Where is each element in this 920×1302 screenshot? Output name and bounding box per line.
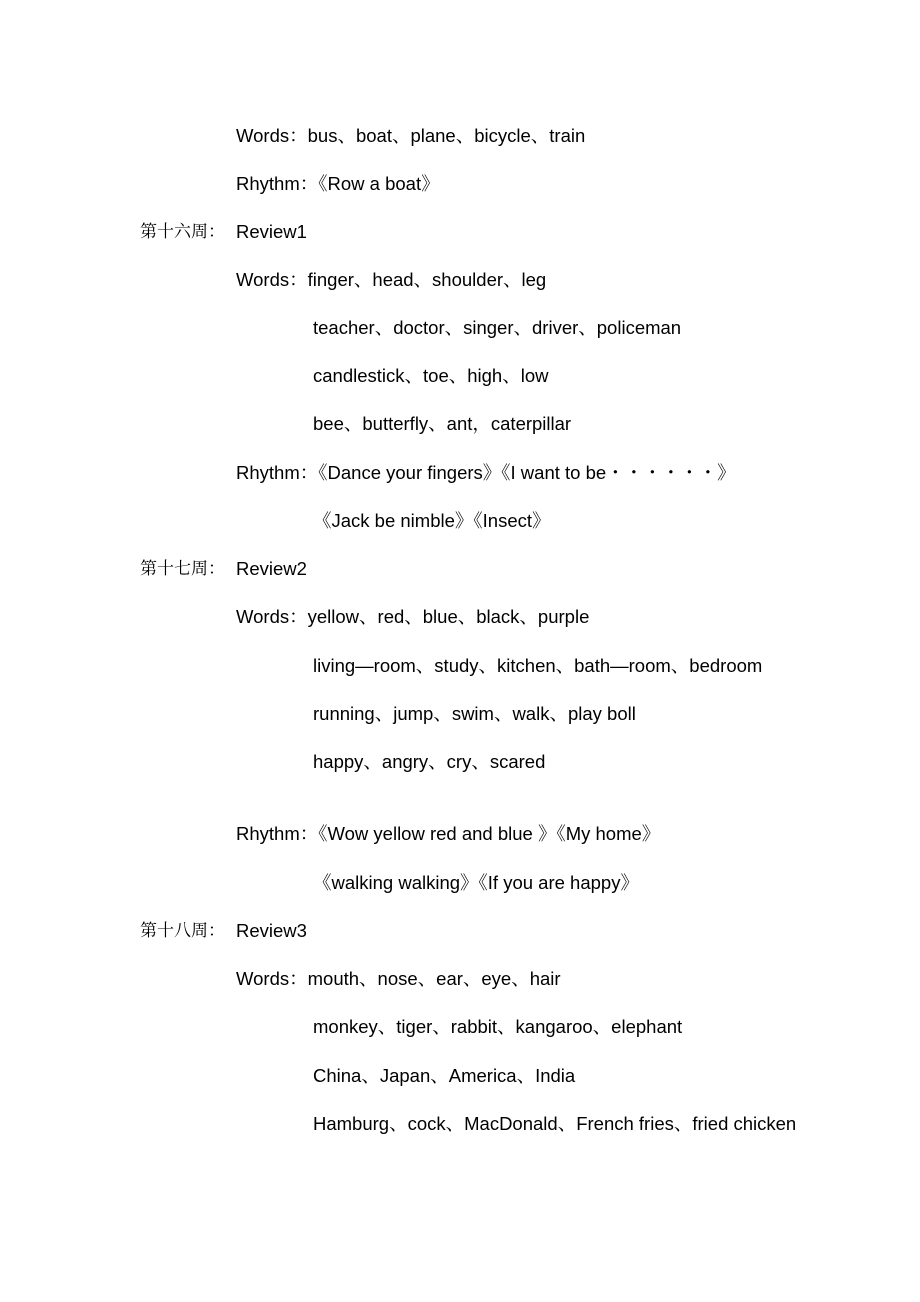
week-title: Review3 (236, 920, 307, 941)
rhythm-label: Rhythm： (236, 462, 319, 483)
words-text: candlestick、toe、high、low (313, 365, 549, 386)
rhythm-line (236, 461, 736, 485)
rhythm-text: 《Dance your fingers》《I want to be・・・・・・》 (318, 462, 736, 483)
week-title: Review2 (236, 558, 307, 579)
words-text: monkey、tiger、rabbit、kangaroo、elephant (313, 1016, 683, 1037)
rhythm-label: Rhythm： (236, 173, 319, 194)
words-line (236, 124, 585, 148)
words-label: Words： (236, 606, 308, 627)
words-text: running、jump、swim、walk、play boll (313, 703, 636, 724)
words-line (236, 967, 561, 991)
words-text: happy、angry、cry、scared (313, 751, 546, 772)
words-label: Words： (236, 269, 308, 290)
rhythm-line (236, 172, 440, 196)
words-text: bee、butterfly、ant，caterpillar (313, 413, 572, 434)
words-text: living—room、study、kitchen、bath—room、bedroom (313, 655, 763, 676)
words-text: bus、boat、plane、bicycle、train (307, 125, 586, 146)
week-label: 第十七周： (140, 559, 225, 579)
words-text: Hamburg、cock、MacDonald、French fries、fried chicken (313, 1113, 797, 1134)
words-text: teacher、doctor、singer、driver、policeman (313, 317, 682, 338)
words-label: Words： (236, 968, 308, 989)
rhythm-line (236, 822, 660, 846)
words-label: Words： (236, 125, 308, 146)
words-text: finger、head、shoulder、leg (307, 269, 547, 290)
rhythm-text: 《Wow yellow red and blue 》《My home》 (318, 823, 661, 844)
rhythm-text: 《Row a boat》 (318, 173, 440, 194)
week-title: Review1 (236, 221, 307, 242)
rhythm-text: 《walking walking》《If you are happy》 (313, 872, 639, 893)
words-line (236, 605, 589, 629)
week-label: 第十六周： (140, 222, 225, 242)
words-line (236, 268, 546, 292)
words-text: mouth、nose、ear、eye、hair (307, 968, 561, 989)
rhythm-label: Rhythm： (236, 823, 319, 844)
words-text: China、Japan、America、India (313, 1065, 576, 1086)
week-label: 第十八周： (140, 921, 225, 941)
rhythm-text: 《Jack be nimble》《Insect》 (313, 510, 551, 531)
words-text: yellow、red、blue、black、purple (307, 606, 590, 627)
